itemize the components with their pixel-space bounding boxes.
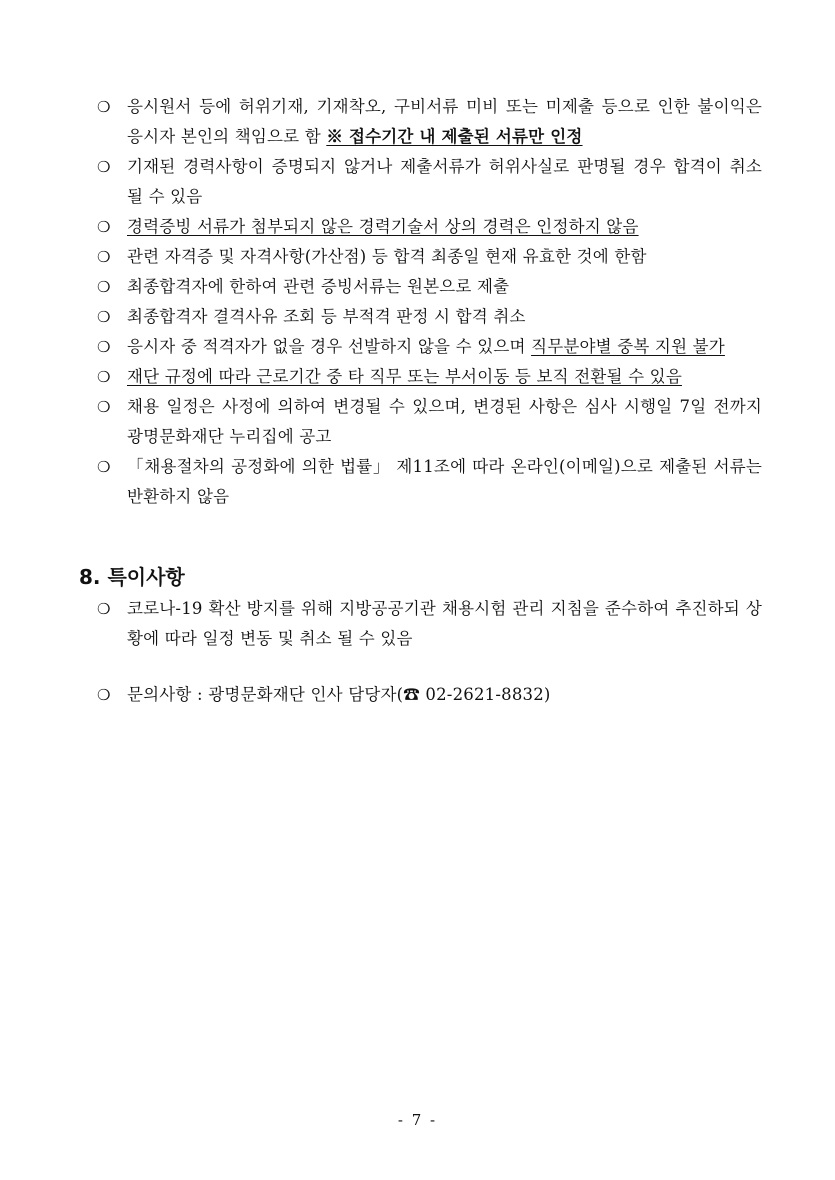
item-text: 응시원서 등에 허위기재, 기재착오, 구비서류 미비 또는 미제출 등으로 인한 불이익은 응시자 본인의 책임으로 함 [127,97,762,146]
circle-bullet-icon: ❍ [97,218,111,236]
circle-bullet-icon: ❍ [97,600,111,618]
item-text: 「채용절차의 공정화에 의한 법률」 제11조에 따라 온라인(이메일)으로 제출된 서류는 반환하지 않음 [127,457,762,506]
circle-bullet-icon: ❍ [97,368,111,386]
special-notes-list [97,594,762,654]
circle-bullet-icon: ❍ [97,338,111,356]
list-item [97,362,762,392]
circle-bullet-icon: ❍ [97,686,111,704]
list-item [97,452,762,512]
list-item [97,242,762,272]
item-text: 최종합격자에 한하여 관련 증빙서류는 원본으로 제출 [127,277,510,296]
item-text-underlined: 직무분야별 중복 지원 불가 [531,337,725,356]
contact-item [97,680,762,710]
list-item [97,272,762,302]
circle-bullet-icon: ❍ [97,98,111,116]
page-number: - 7 - [397,1111,438,1129]
item-text: 관련 자격증 및 자격사항(가산점) 등 합격 최종일 현재 유효한 것에 한함 [127,247,647,266]
item-text-underlined: ※ 접수기간 내 제출된 서류만 인정 [326,127,583,146]
item-text: 채용 일정은 사정에 의하여 변경될 수 있으며, 변경된 사항은 심사 시행일 7일 전까지 광명문화재단 누리집에 공고 [127,397,762,446]
item-text: 기재된 경력사항이 증명되지 않거나 제출서류가 허위사실로 판명될 경우 합격이 취소 될 수 있음 [127,157,762,206]
item-text-underlined: 재단 규정에 따라 근로기간 중 타 직무 또는 부서이동 등 보직 전환될 수 있음 [127,367,682,386]
list-item [97,302,762,332]
list-item [97,594,762,654]
item-text: 코로나-19 확산 방지를 위해 지방공공기관 채용시험 관리 지침을 준수하여 추진하되 상황에 따라 일정 변동 및 취소 될 수 있음 [127,599,762,648]
list-item [97,332,762,362]
circle-bullet-icon: ❍ [97,158,111,176]
contact-text: 문의사항 : 광명문화재단 인사 담당자(☎ 02-2621-8832) [127,685,551,704]
section-heading: 8. 특이사항 [79,565,185,589]
item-text-underlined: 경력증빙 서류가 첨부되지 않은 경력기술서 상의 경력은 인정하지 않음 [127,217,639,236]
list-item [97,212,762,242]
circle-bullet-icon: ❍ [97,278,111,296]
list-item [97,92,762,152]
list-item [97,152,762,212]
item-text: 응시자 중 적격자가 없을 경우 선발하지 않을 수 있으며 [127,337,532,356]
circle-bullet-icon: ❍ [97,398,111,416]
contact-list [97,680,762,710]
conditions-list [97,92,762,512]
circle-bullet-icon: ❍ [97,458,111,476]
item-text: 최종합격자 결격사유 조회 등 부적격 판정 시 합격 취소 [127,307,526,326]
list-item [97,392,762,452]
circle-bullet-icon: ❍ [97,308,111,326]
circle-bullet-icon: ❍ [97,248,111,266]
